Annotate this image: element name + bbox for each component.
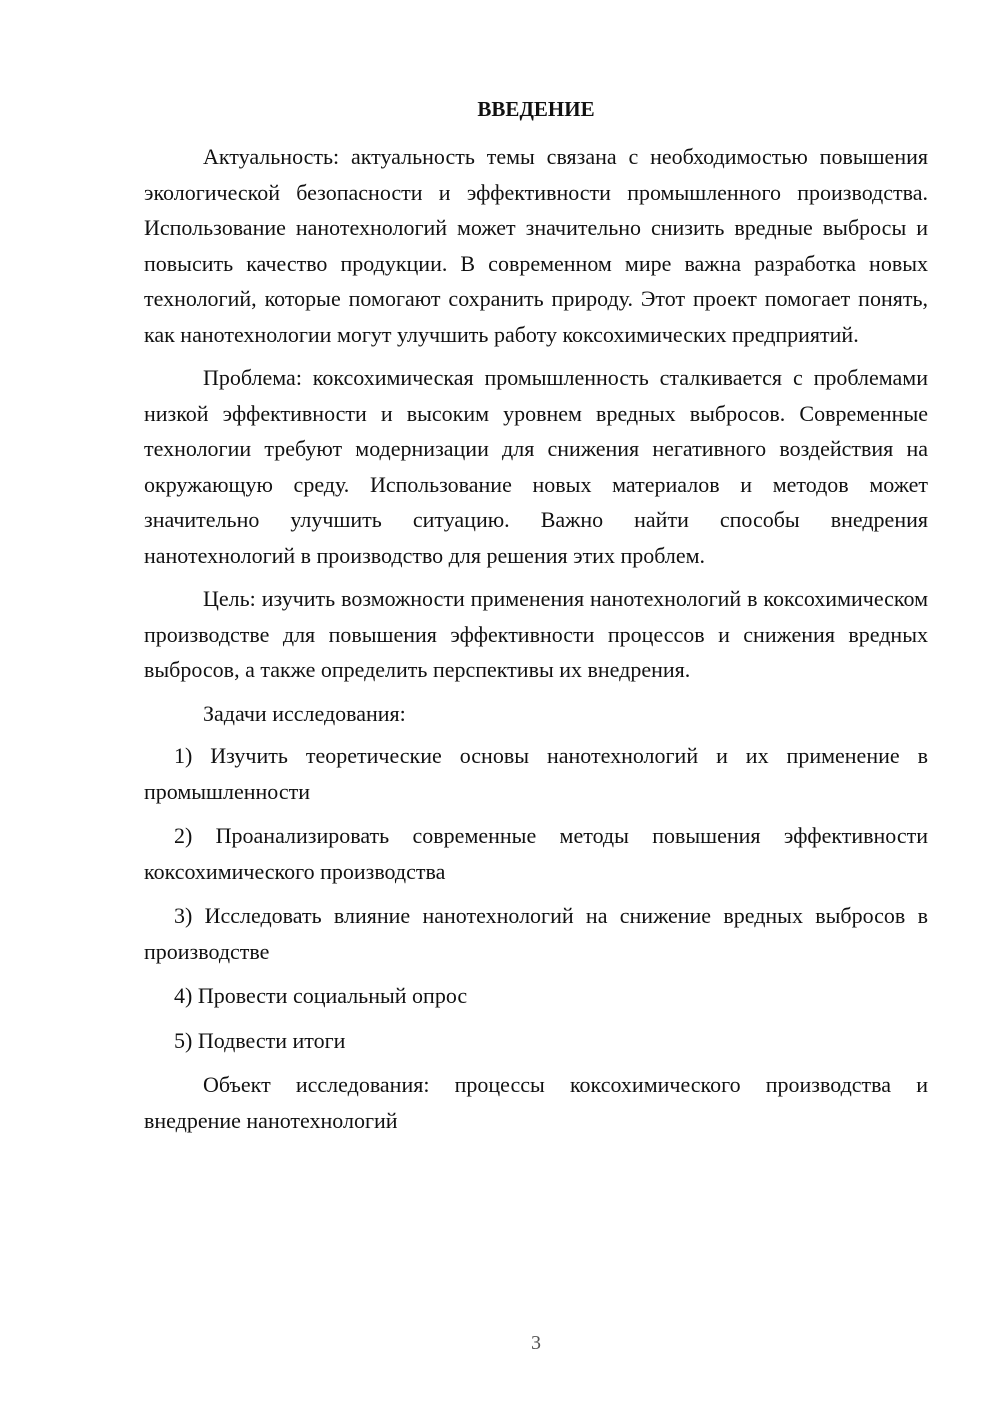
task-item: 4) Провести социальный опрос <box>174 983 468 1008</box>
task-item: 2) Проанализировать современные методы повышения эффективности коксохимического производства <box>144 823 928 884</box>
research-object-paragraph: Объект исследования: процессы коксохимического производства и внедрение нанотехнологий <box>144 1072 928 1133</box>
problem-paragraph: Проблема: коксохимическая промышленность сталкивается с проблемами низкой эффективности и высоким уровнем вредных выбросов. Современные технологии требуют модернизации для снижения негативного воздействия на окружающую среду. Использование новых материалов и методов может значительно улучшить ситуацию. Важно найти способы внедрения нанотехнологий в производство для решения этих проблем. <box>144 365 928 568</box>
relevance-paragraph: Актуальность: актуальность темы связана с необходимостью повышения экологической безопасности и эффективности промышленного производства. Использование нанотехнологий может значительно снизить вредные выбросы и повысить качество продукции. В современном мире важна разработка новых технологий, которые помогают сохранить природу. Этот проект помогает понять, как нанотехнологии могут улучшить работу коксохимических предприятий. <box>144 144 928 347</box>
section-title: ВВЕДЕНИЕ <box>477 97 595 121</box>
task-item: 1) Изучить теоретические основы нанотехнологий и их применение в промышленности <box>144 743 928 804</box>
task-item: 3) Исследовать влияние нанотехнологий на снижение вредных выбросов в производстве <box>144 903 928 964</box>
tasks-heading: Задачи исследования: <box>203 700 406 726</box>
goal-paragraph: Цель: изучить возможности применения нанотехнологий в коксохимическом производстве для повышения эффективности процессов и снижения вредных выбросов, а также определить перспективы их внедрения. <box>144 586 928 682</box>
task-item: 5) Подвести итоги <box>174 1027 346 1053</box>
page-content <box>144 92 928 1146</box>
page-number: 3 <box>531 1332 541 1354</box>
